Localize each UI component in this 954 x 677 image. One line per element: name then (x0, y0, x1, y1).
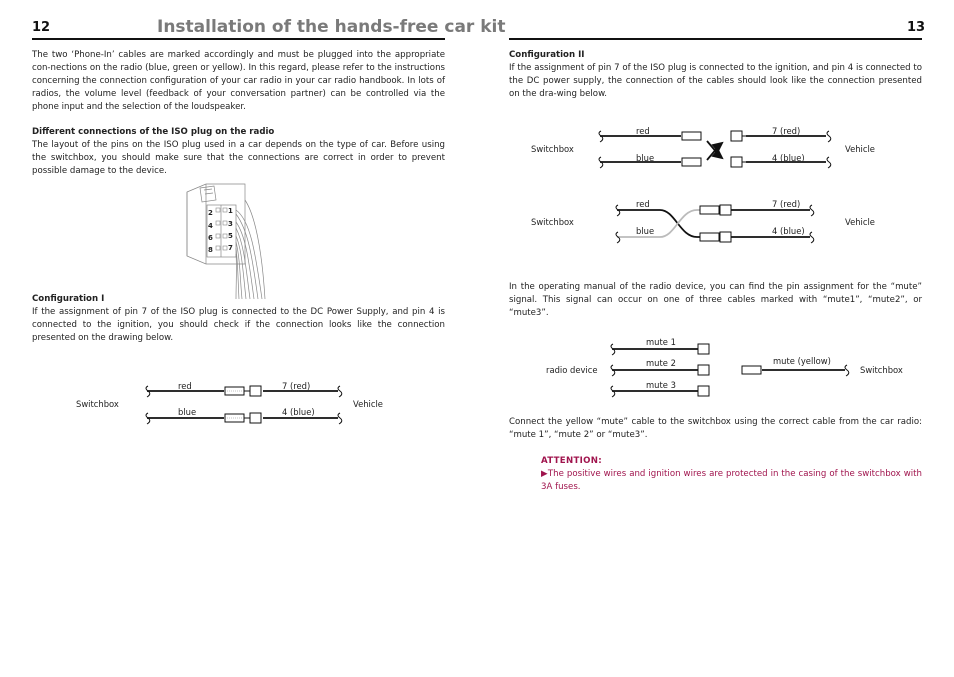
iso-paragraph: The layout of the pins on the ISO plug used in a car depends on the type of car. Before using the switchbox, you should make sure that the connections are correct in order to prevent possible damage to the device. (32, 140, 445, 176)
pin-label-4: 4 (208, 222, 213, 230)
config2a-vehicle-label: Vehicle (845, 144, 875, 154)
mute-radio-device-label: radio device (546, 365, 598, 375)
attention-heading: ATTENTION: (541, 456, 602, 466)
config2b-4blue-label: 4 (blue) (772, 226, 805, 236)
pin-label-1: 1 (228, 207, 233, 215)
triangle-bullet-icon: ▶ (541, 469, 548, 479)
pin-label-2: 2 (208, 209, 213, 217)
config1-4blue-label: 4 (blue) (282, 407, 315, 417)
config2-heading: Configuration II (509, 50, 585, 60)
config2a-red-label: red (636, 126, 650, 136)
mute-switchbox-label: Switchbox (860, 365, 903, 375)
config1-heading: Configuration I (32, 294, 105, 304)
config2b-vehicle-label: Vehicle (845, 217, 875, 227)
config2a-7red-label: 7 (red) (772, 126, 801, 136)
attention-note (541, 468, 922, 494)
config2a-4blue-label: 4 (blue) (772, 153, 805, 163)
config2-paragraph: If the assignment of pin 7 of the ISO plug is connected to the ignition, and pin 4 is connected to the DC power supply, the connection of the cables should look like the connection presented on the dra-wing below. (509, 63, 922, 99)
config1-vehicle-label: Vehicle (353, 399, 383, 409)
config1-switchbox-label: Switchbox (76, 399, 119, 409)
config1-paragraph: If the assignment of pin 7 of the ISO plug is connected to the DC Power Supply, and pin 4 is connected to the ignition, you should check if the connection looks like the connection presented on the drawing below. (32, 307, 445, 343)
config2b-7red-label: 7 (red) (772, 199, 801, 209)
attention-text: The positive wires and ignition wires are protected in the casing of the switchbox with 3A fuses. (541, 469, 922, 492)
mute-yellow-label: mute (yellow) (773, 356, 831, 366)
config2a-switchbox-label: Switchbox (531, 144, 574, 154)
pin-label-8: 8 (208, 246, 213, 254)
pin-label-7: 7 (228, 244, 233, 252)
intro-paragraph: The two ‘Phone-In’ cables are marked accordingly and must be plugged into the appropriate con-nections on the radio (blue, green or yellow). In this regard, please refer to the instructions concerning the connection configuration of your car radio in your car radio handbook. In lots of radios, the volume level (feedback of your conversation partner) can be controlled via the phone input and the selection of the loudspeaker. (32, 50, 445, 112)
config1-7red-label: 7 (red) (282, 381, 311, 391)
pin-label-3: 3 (228, 220, 233, 228)
left-page-number: 12 (32, 20, 51, 35)
right-page-number: 13 (907, 20, 926, 35)
config1-blue-label: blue (178, 407, 197, 417)
mute3-label: mute 3 (646, 380, 676, 390)
mute1-label: mute 1 (646, 337, 676, 347)
config2b-red-label: red (636, 199, 650, 209)
config2b-blue-label: blue (636, 226, 655, 236)
config1-red-label: red (178, 381, 192, 391)
config2a-blue-label: blue (636, 153, 655, 163)
iso-heading: Different connections of the ISO plug on the radio (32, 127, 275, 137)
yellow-cable-paragraph: Connect the yellow “mute” cable to the switchbox using the correct cable from the car radio: “mute 1”, “mute 2” or “mute3”. (509, 417, 922, 440)
page-title: Installation of the hands-free car kit (157, 17, 506, 37)
mute-paragraph: In the operating manual of the radio device, you can find the pin assignment for the “mute” signal. This signal can occur on one of three cables marked with “mute1”, “mute2”, or “mute3”. (509, 282, 922, 318)
pin-label-5: 5 (228, 232, 233, 240)
config2b-switchbox-label: Switchbox (531, 217, 574, 227)
mute2-label: mute 2 (646, 358, 676, 368)
pin-label-6: 6 (208, 234, 213, 242)
